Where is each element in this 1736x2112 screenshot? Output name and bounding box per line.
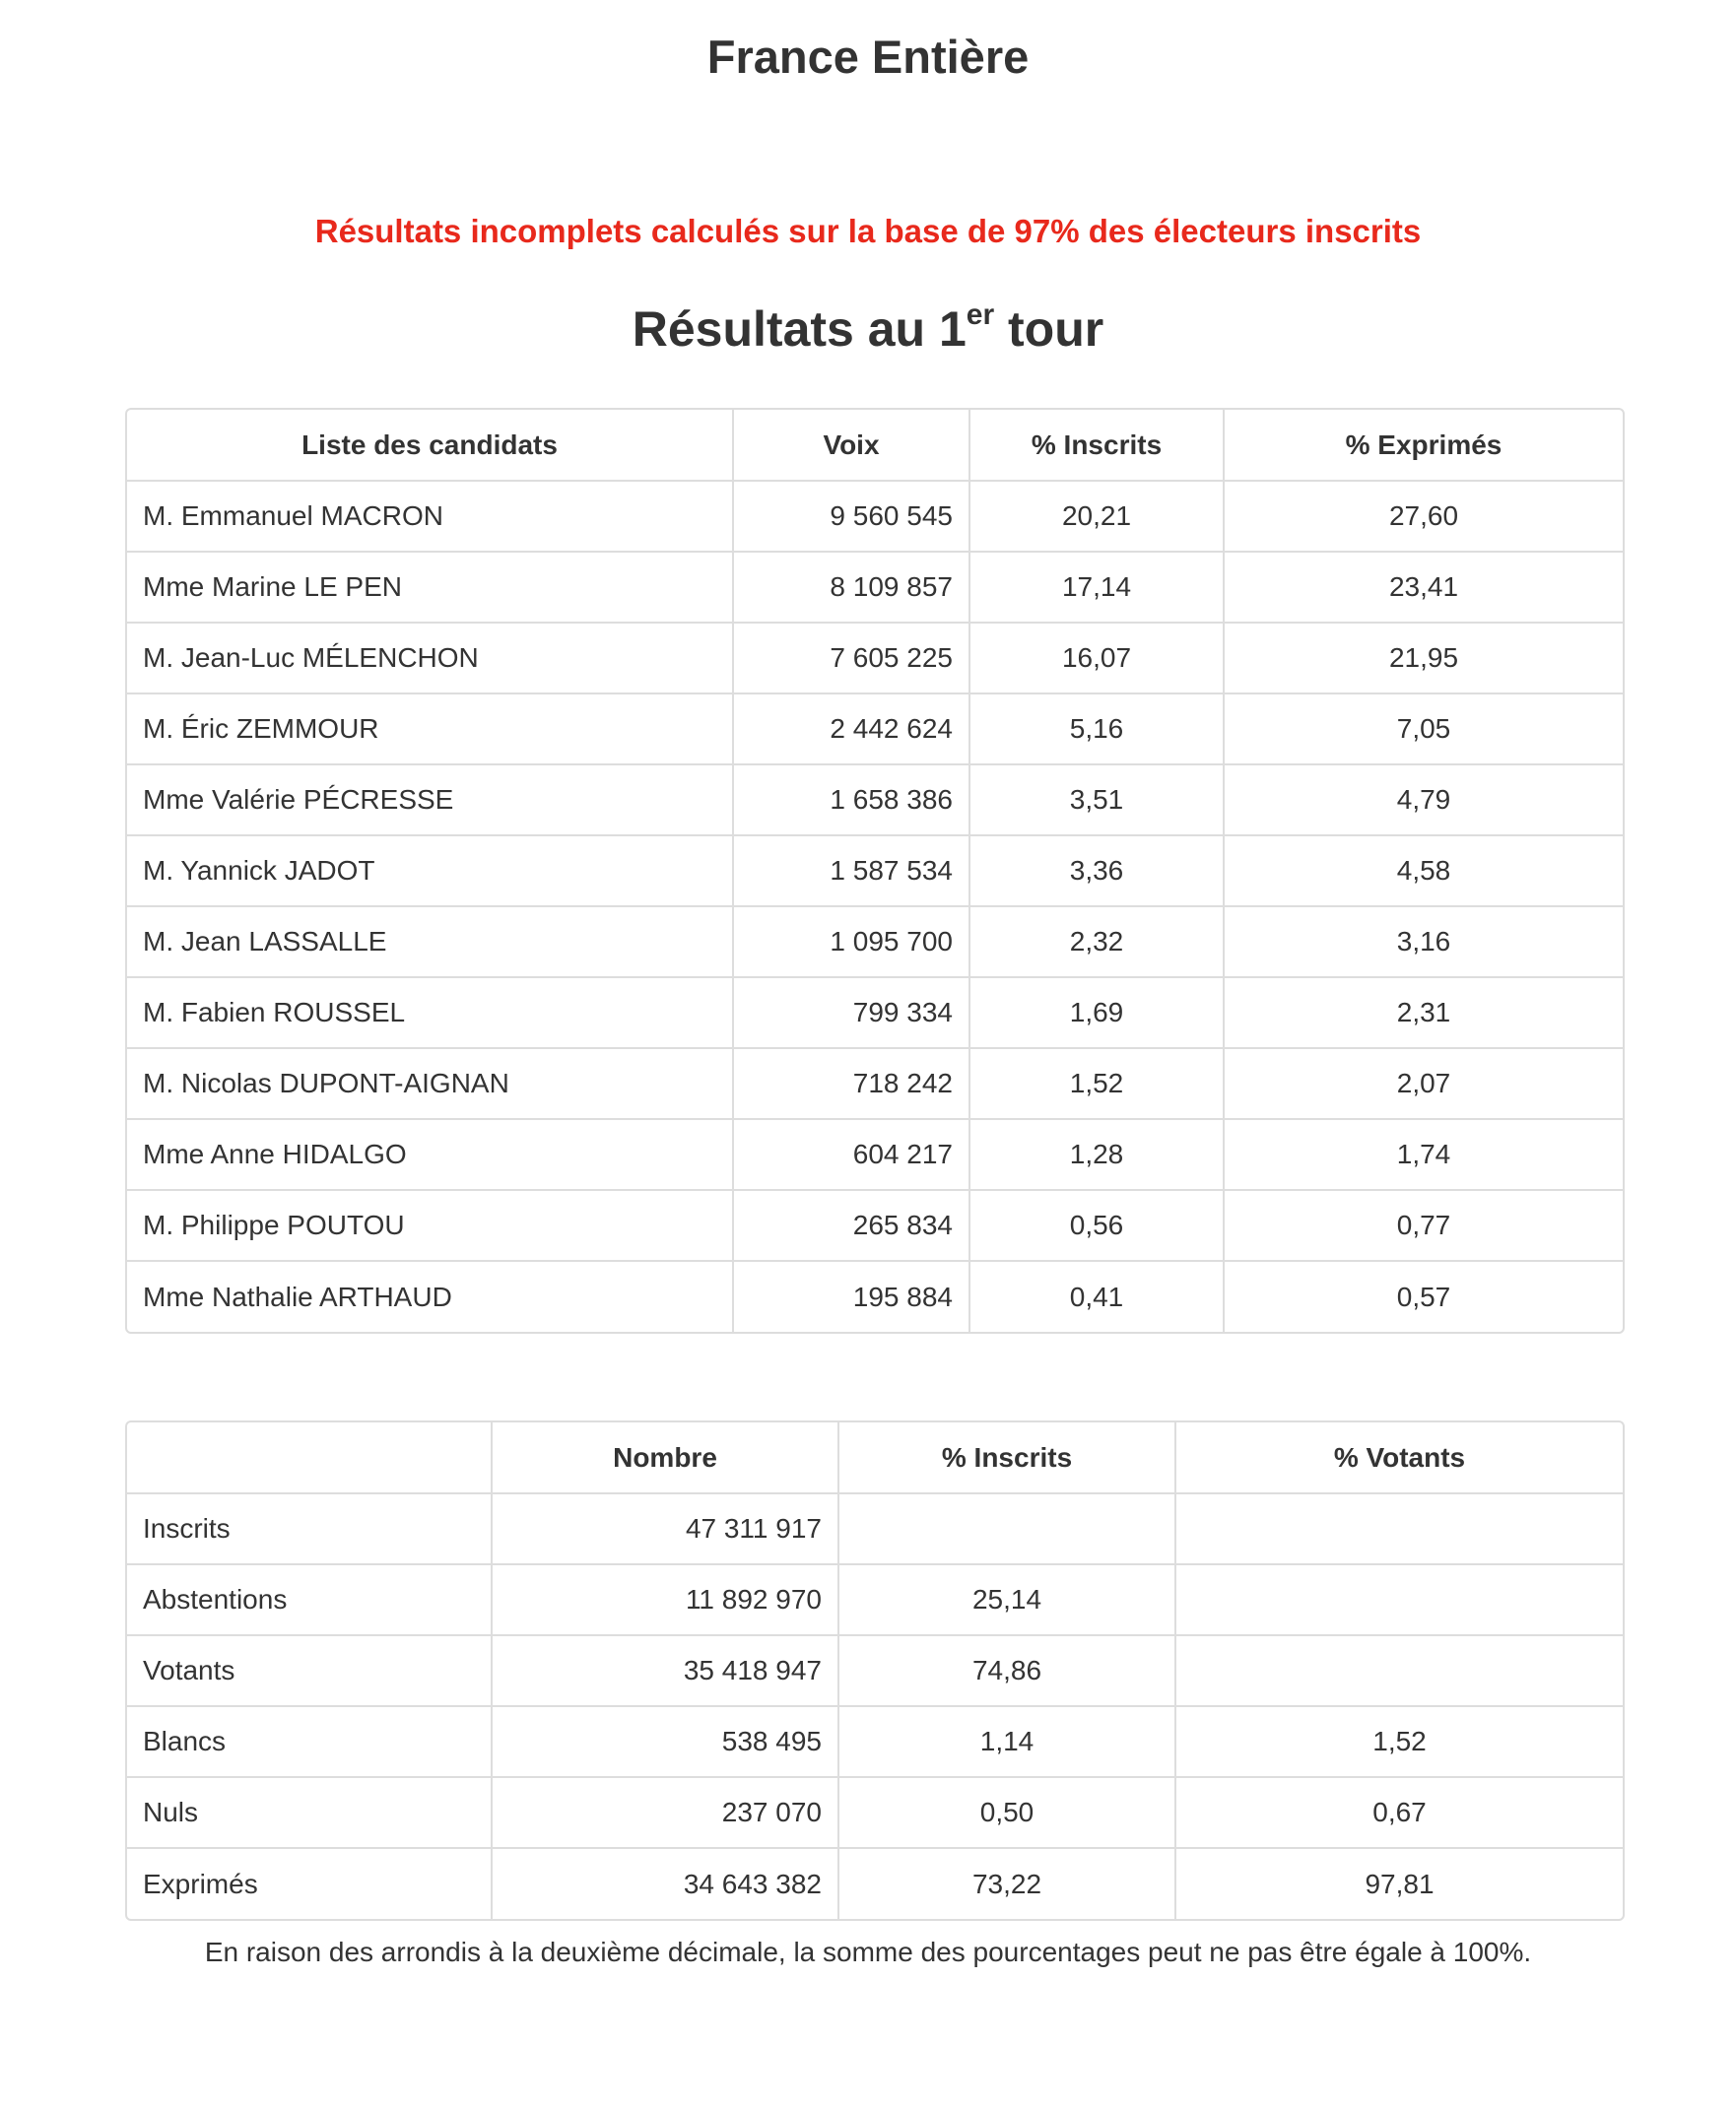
pct-registered-cell: 1,28	[969, 1119, 1224, 1190]
pct-registered-cell	[838, 1493, 1175, 1564]
count-cell: 538 495	[492, 1706, 838, 1777]
category-cell: Inscrits	[127, 1493, 492, 1564]
pct-registered-cell: 1,14	[838, 1706, 1175, 1777]
header-pct-expressed: % Exprimés	[1224, 410, 1623, 481]
round-title-superscript: er	[966, 298, 995, 332]
candidate-row	[127, 1119, 1623, 1190]
page-title: France Entière	[706, 31, 1030, 83]
candidate-name-cell: Mme Marine LE PEN	[127, 552, 733, 623]
candidate-row	[127, 1048, 1623, 1119]
pct-registered-cell: 0,56	[969, 1190, 1224, 1261]
candidate-row	[127, 693, 1623, 764]
round-title-prefix: Résultats au 1	[632, 301, 967, 357]
pct-expressed-cell: 3,16	[1224, 906, 1623, 977]
header-count: Nombre	[492, 1422, 838, 1493]
participation-row	[127, 1493, 1623, 1564]
candidate-row	[127, 623, 1623, 693]
pct-expressed-cell: 4,58	[1224, 835, 1623, 906]
category-cell: Nuls	[127, 1777, 492, 1848]
candidate-name-cell: M. Philippe POUTOU	[127, 1190, 733, 1261]
candidate-row	[127, 906, 1623, 977]
candidate-row	[127, 977, 1623, 1048]
pct-expressed-cell: 23,41	[1224, 552, 1623, 623]
pct-expressed-cell: 2,07	[1224, 1048, 1623, 1119]
candidate-row	[127, 481, 1623, 552]
votes-cell: 718 242	[733, 1048, 969, 1119]
pct-expressed-cell: 7,05	[1224, 693, 1623, 764]
participation-header-row	[127, 1422, 1623, 1493]
pct-registered-cell: 0,50	[838, 1777, 1175, 1848]
pct-voters-cell: 0,67	[1175, 1777, 1623, 1848]
pct-expressed-cell: 0,57	[1396, 1281, 1451, 1312]
pct-expressed-cell: 21,95	[1224, 623, 1623, 693]
participation-table	[127, 1422, 1623, 1919]
candidates-table	[127, 410, 1623, 1332]
votes-cell: 265 834	[733, 1190, 969, 1261]
pct-expressed-cell: 0,77	[1224, 1190, 1623, 1261]
pct-registered-cell: 20,21	[969, 481, 1224, 552]
candidates-table-container	[125, 408, 1625, 1334]
pct-registered-cell: 16,07	[969, 623, 1224, 693]
candidate-row	[127, 835, 1623, 906]
pct-registered-cell: 17,14	[969, 552, 1224, 623]
votes-cell: 195 884	[733, 1261, 969, 1332]
pct-voters-cell	[1175, 1564, 1623, 1635]
pct-voters-cell: 97,81	[1365, 1868, 1435, 1899]
category-cell: Votants	[127, 1635, 492, 1706]
count-cell: 34 643 382	[492, 1848, 838, 1919]
round-title	[0, 300, 1736, 358]
participation-row	[127, 1848, 1623, 1919]
pct-voters-cell	[1175, 1493, 1623, 1564]
pct-voters-cell: 1,52	[1175, 1706, 1623, 1777]
candidate-name-cell: M. Jean-Luc MÉLENCHON	[127, 623, 733, 693]
header-category	[127, 1422, 492, 1493]
votes-cell: 7 605 225	[733, 623, 969, 693]
votes-cell: 799 334	[733, 977, 969, 1048]
candidate-name-cell: M. Jean LASSALLE	[127, 906, 733, 977]
votes-cell: 1 095 700	[733, 906, 969, 977]
category-cell: Blancs	[127, 1706, 492, 1777]
candidates-header-row	[127, 410, 1623, 481]
votes-cell: 2 442 624	[733, 693, 969, 764]
count-cell: 237 070	[492, 1777, 838, 1848]
header-candidate-list: Liste des candidats	[127, 410, 733, 481]
header-pct-registered: % Inscrits	[969, 410, 1224, 481]
header-pct-voters: % Votants	[1175, 1422, 1623, 1493]
pct-expressed-cell: 2,31	[1224, 977, 1623, 1048]
pct-registered-cell: 74,86	[838, 1635, 1175, 1706]
votes-cell: 1 658 386	[733, 764, 969, 835]
pct-registered-cell: 73,22	[838, 1848, 1175, 1919]
votes-cell: 1 587 534	[733, 835, 969, 906]
candidate-row	[127, 1190, 1623, 1261]
candidate-row	[127, 1261, 1623, 1332]
participation-row	[127, 1564, 1623, 1635]
pct-expressed-cell: 27,60	[1224, 481, 1623, 552]
candidate-name-cell: M. Nicolas DUPONT-AIGNAN	[127, 1048, 733, 1119]
pct-registered-cell: 3,36	[969, 835, 1224, 906]
category-cell: Exprimés	[127, 1848, 492, 1919]
pct-registered-cell: 0,41	[969, 1261, 1224, 1332]
votes-cell: 8 109 857	[733, 552, 969, 623]
participation-table-container	[125, 1420, 1625, 1921]
header-pct-registered: % Inscrits	[838, 1422, 1175, 1493]
candidate-row	[127, 552, 1623, 623]
candidate-name-cell: Mme Valérie PÉCRESSE	[127, 764, 733, 835]
candidate-name-cell: Mme Anne HIDALGO	[127, 1119, 733, 1190]
participation-row	[127, 1706, 1623, 1777]
candidate-name-cell: M. Yannick JADOT	[127, 835, 733, 906]
votes-cell: 604 217	[733, 1119, 969, 1190]
category-cell: Abstentions	[127, 1564, 492, 1635]
participation-row	[127, 1635, 1623, 1706]
candidate-name-cell: M. Fabien ROUSSEL	[127, 977, 733, 1048]
header-votes: Voix	[733, 410, 969, 481]
pct-registered-cell: 1,69	[969, 977, 1224, 1048]
participation-row	[127, 1777, 1623, 1848]
pct-expressed-cell: 4,79	[1224, 764, 1623, 835]
candidate-name-cell: Mme Nathalie ARTHAUD	[127, 1261, 733, 1332]
pct-expressed-cell: 1,74	[1224, 1119, 1623, 1190]
candidate-row	[127, 764, 1623, 835]
pct-registered-cell: 5,16	[969, 693, 1224, 764]
pct-registered-cell: 1,52	[969, 1048, 1224, 1119]
pct-registered-cell: 3,51	[969, 764, 1224, 835]
votes-cell: 9 560 545	[733, 481, 969, 552]
candidate-name-cell: M. Emmanuel MACRON	[127, 481, 733, 552]
count-cell: 47 311 917	[492, 1493, 838, 1564]
pct-voters-cell	[1175, 1635, 1623, 1706]
rounding-footnote: En raison des arrondis à la deuxième décimale, la somme des pourcentages peut ne pas être égale à 100%.	[204, 1937, 1532, 1967]
pct-registered-cell: 25,14	[838, 1564, 1175, 1635]
count-cell: 35 418 947	[492, 1635, 838, 1706]
pct-registered-cell: 2,32	[969, 906, 1224, 977]
round-title-suffix: tour	[994, 301, 1104, 357]
count-cell: 11 892 970	[492, 1564, 838, 1635]
incomplete-results-warning: Résultats incomplets calculés sur la base de 97% des électeurs inscrits	[314, 213, 1422, 249]
candidate-name-cell: M. Éric ZEMMOUR	[127, 693, 733, 764]
